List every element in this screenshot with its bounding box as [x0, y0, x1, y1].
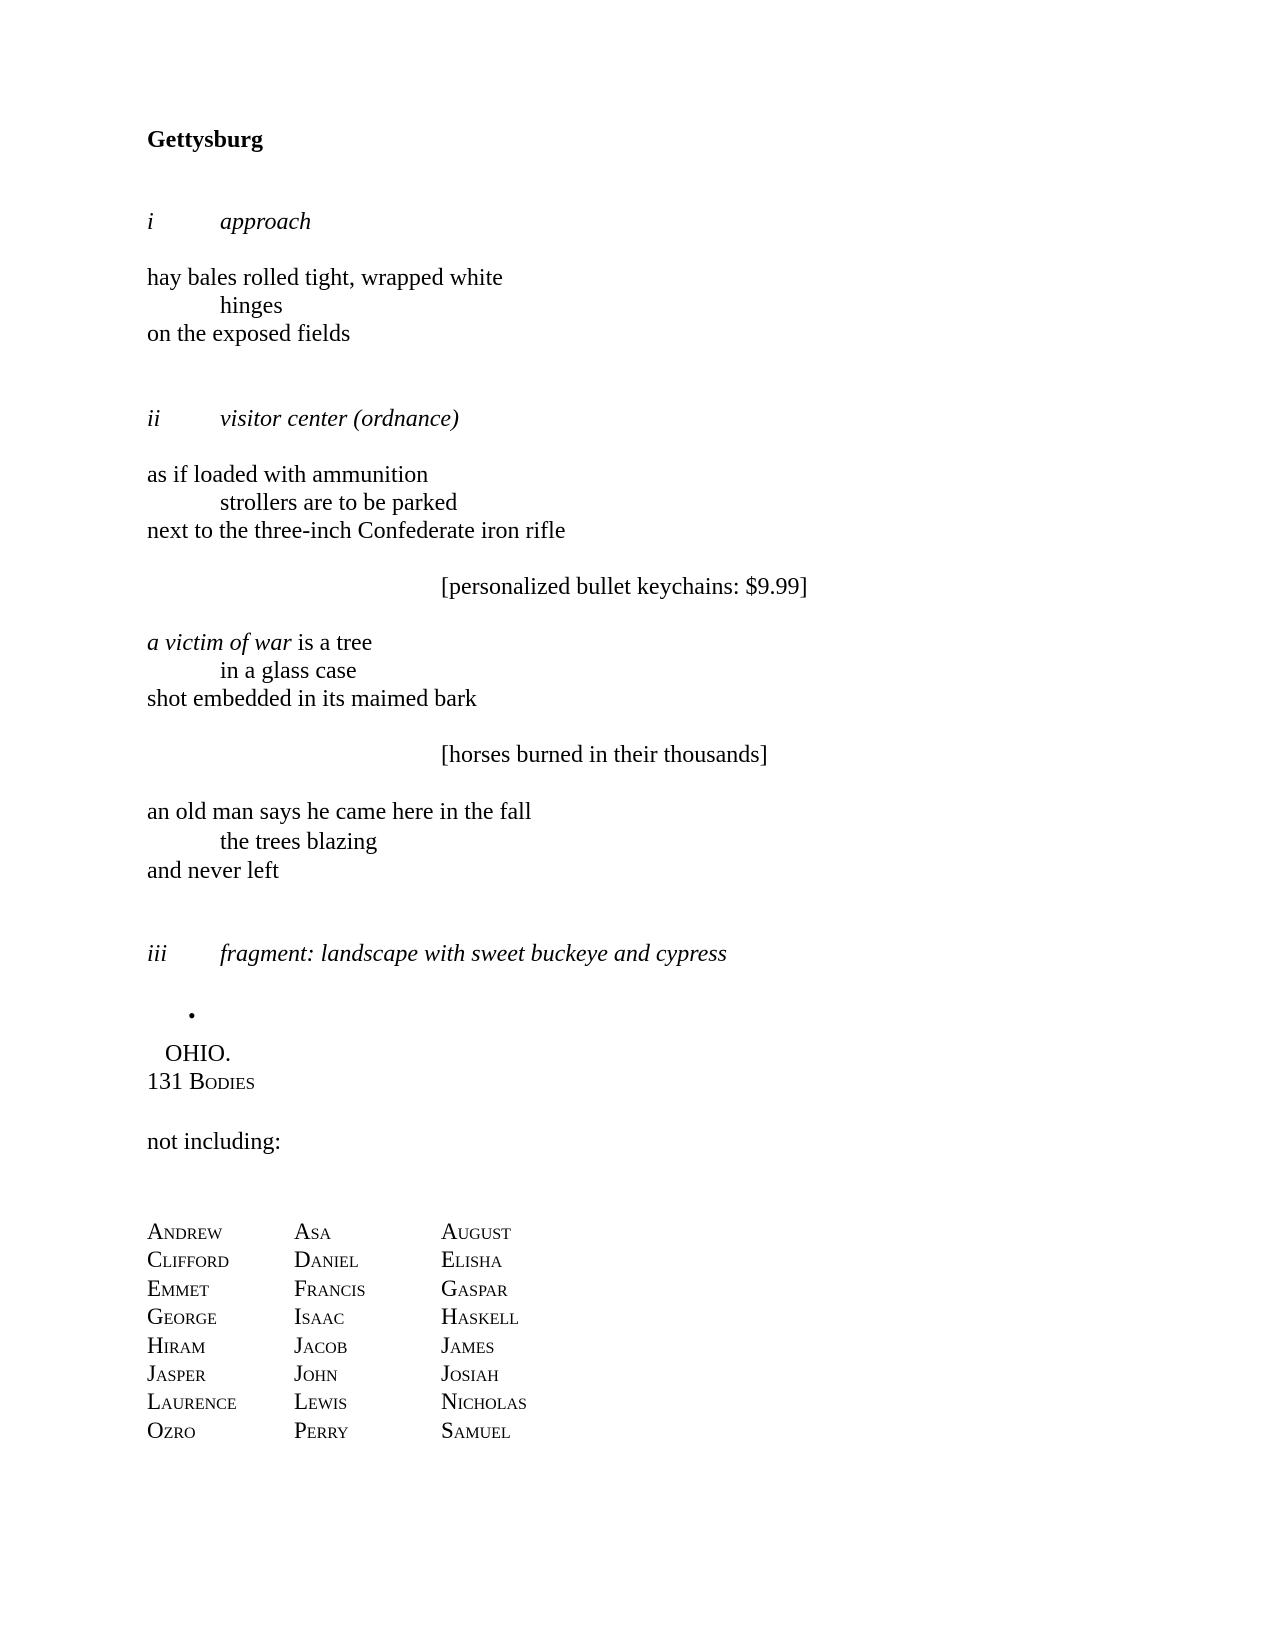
name-entry: Hiram: [147, 1332, 206, 1358]
name-entry: Isaac: [294, 1304, 345, 1330]
name-entry: Jacob: [294, 1332, 348, 1358]
names-column-1: [147, 1218, 237, 1445]
name-entry: Daniel: [294, 1247, 359, 1273]
poem-line: and never left: [147, 858, 279, 884]
poem-title: Gettysburg: [147, 127, 263, 153]
name-entry: Emmet: [147, 1275, 210, 1301]
name-entry: Ozro: [147, 1417, 196, 1443]
name-entry: Andrew: [147, 1219, 223, 1244]
poem-line: hinges: [220, 293, 283, 319]
line-rest: is a tree: [291, 630, 373, 656]
name-entry: Jasper: [147, 1361, 206, 1387]
name-entry: Josiah: [441, 1361, 499, 1387]
bracket-note: [horses burned in their thousands]: [441, 742, 768, 768]
section-heading: approach: [220, 209, 312, 235]
poem-line: in a glass case: [220, 658, 357, 684]
italic-phrase: a victim of war: [147, 630, 292, 656]
name-entry: August: [441, 1219, 511, 1244]
poem-line: [147, 629, 372, 657]
bodies-count-line: [147, 1068, 255, 1096]
section-heading: visitor center (ordnance): [220, 406, 460, 432]
section-heading: fragment: landscape with sweet buckeye and cypress: [220, 941, 727, 967]
name-entry: Lewis: [294, 1389, 348, 1415]
bodies-label: Bodies: [189, 1069, 256, 1095]
not-including-line: not including:: [147, 1129, 281, 1155]
section-numeral: iii: [147, 941, 168, 967]
name-entry: Gaspar: [441, 1275, 508, 1301]
bullet-point: •: [188, 1003, 196, 1028]
name-entry: Samuel: [441, 1417, 511, 1443]
name-entry: John: [294, 1361, 338, 1387]
poem-line: on the exposed fields: [147, 321, 351, 347]
poem-line: hay bales rolled tight, wrapped white: [147, 265, 503, 291]
poem-line: an old man says he came here in the fall: [147, 799, 532, 825]
name-entry: Asa: [294, 1219, 332, 1244]
poem-line: the trees blazing: [220, 829, 378, 855]
bodies-count: 131: [147, 1069, 183, 1095]
name-entry: Nicholas: [441, 1389, 527, 1415]
name-entry: James: [441, 1332, 495, 1358]
name-entry: George: [147, 1304, 217, 1330]
poem-line: strollers are to be parked: [220, 490, 458, 516]
poem-line: as if loaded with ammunition: [147, 462, 429, 488]
poem-line: shot embedded in its maimed bark: [147, 686, 477, 712]
name-entry: Clifford: [147, 1247, 230, 1273]
names-column-2: [294, 1218, 365, 1445]
name-entry: Perry: [294, 1417, 349, 1443]
bracket-note: [personalized bullet keychains: $9.99]: [441, 574, 808, 600]
name-entry: Laurence: [147, 1389, 237, 1415]
state-label: OHIO.: [165, 1041, 231, 1067]
name-entry: Elisha: [441, 1247, 503, 1273]
name-entry: Francis: [294, 1275, 366, 1301]
poem-line: next to the three-inch Confederate iron rifle: [147, 518, 566, 544]
name-entry: Haskell: [441, 1304, 519, 1330]
section-numeral: ii: [147, 406, 161, 432]
names-column-3: [441, 1218, 527, 1445]
section-numeral: i: [147, 209, 154, 235]
